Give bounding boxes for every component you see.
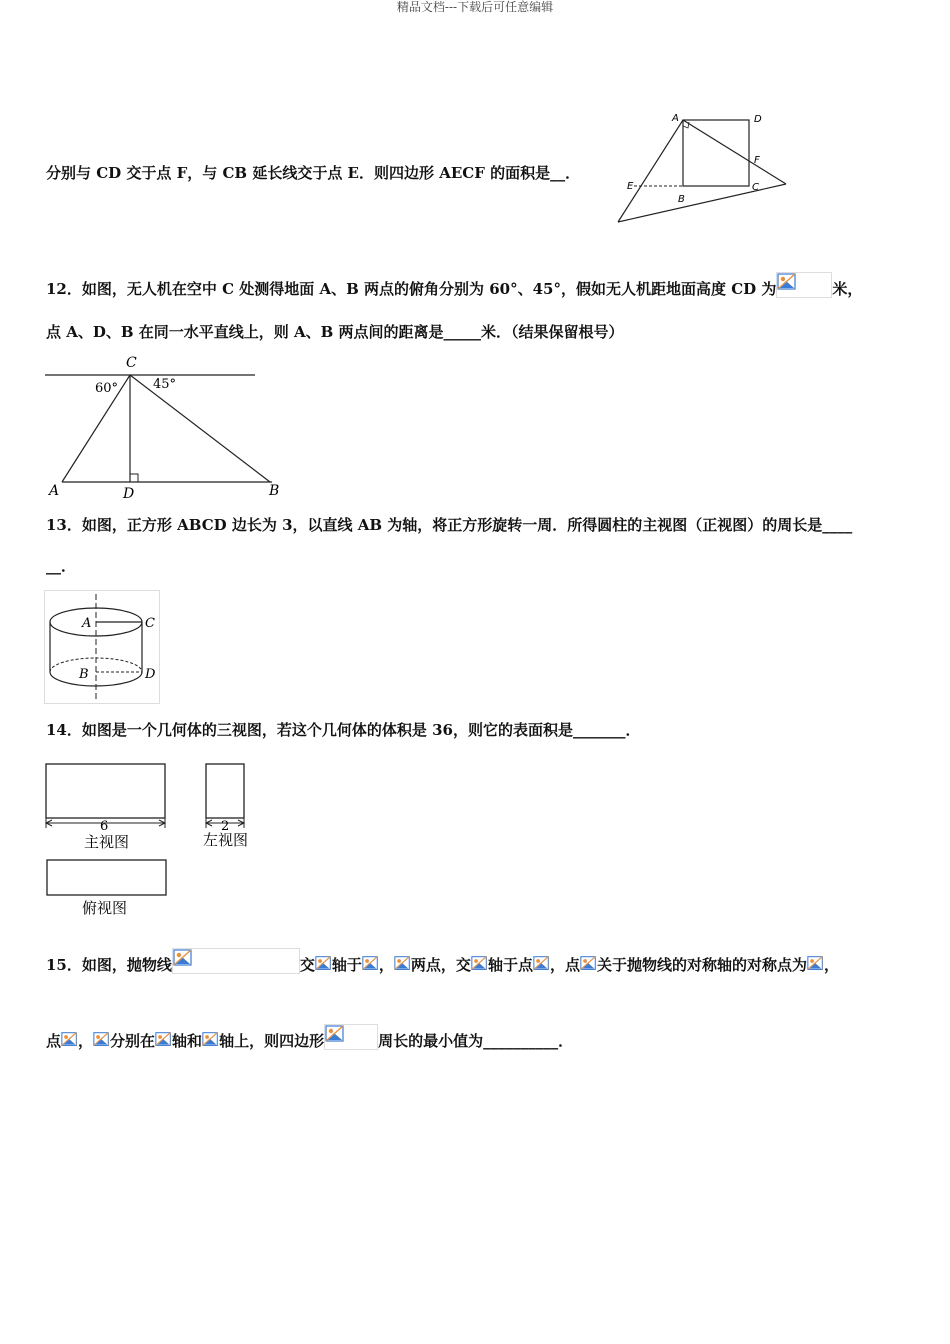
q13-label-b: B bbox=[79, 667, 89, 682]
q11-label-f: F bbox=[754, 155, 760, 166]
q14-dim-6: 6 bbox=[100, 819, 109, 834]
q12-line1 bbox=[46, 272, 862, 299]
broken-formula-image bbox=[776, 272, 832, 298]
broken-image-icon bbox=[777, 273, 797, 291]
q13-label-d: D bbox=[145, 667, 156, 682]
q15-l1-1: 15．如图，抛物线 bbox=[46, 956, 172, 974]
q14-dim-2: 2 bbox=[221, 819, 230, 834]
q15-l1-7: ，点 bbox=[549, 956, 580, 974]
q13-line2: __． bbox=[46, 557, 77, 575]
broken-formula-image bbox=[324, 1024, 378, 1050]
broken-image-icon bbox=[315, 955, 332, 972]
q15-l2-3: 分别在 bbox=[110, 1032, 156, 1050]
q15-line2 bbox=[46, 1024, 573, 1051]
q15-l1-8: 关于抛物线的对称轴的对称点为 bbox=[596, 956, 807, 974]
q11-label-e: E bbox=[627, 181, 634, 192]
broken-image-icon bbox=[155, 1031, 172, 1048]
broken-image-icon bbox=[93, 1031, 110, 1048]
broken-image-icon bbox=[362, 955, 379, 972]
q14-top-view-label: 俯视图 bbox=[82, 899, 128, 917]
broken-image-icon bbox=[471, 955, 488, 972]
q11-label-c: C bbox=[752, 182, 759, 193]
q15-line1 bbox=[46, 948, 839, 975]
broken-formula-image bbox=[172, 948, 300, 974]
q11-text: 分别与 CD 交于点 F，与 CB 延长线交于点 E．则四边形 AECF 的面积是__． bbox=[46, 164, 581, 182]
q15-l1-6: 轴于点 bbox=[487, 956, 533, 974]
page-header: 精品文档---下载后可任意编辑 bbox=[396, 0, 554, 14]
q13-label-c: C bbox=[145, 616, 155, 631]
q14-left-view-label: 左视图 bbox=[203, 831, 249, 849]
q12-line2: 点 A、D、B 在同一水平直线上，则 A、B 两点间的距离是_____米．（结果保留根号） bbox=[46, 323, 624, 341]
q14-three-views-figure bbox=[40, 758, 260, 920]
q13-cylinder-figure bbox=[44, 590, 160, 704]
q13-label-a: A bbox=[82, 616, 92, 631]
q15-l1-3: 轴于 bbox=[331, 956, 362, 974]
broken-image-icon bbox=[533, 955, 550, 972]
q15-l2-4: 轴和 bbox=[172, 1032, 203, 1050]
broken-image-icon bbox=[173, 949, 193, 967]
q15-l1-2: 交 bbox=[299, 956, 315, 974]
q15-l1-4: ， bbox=[378, 956, 394, 974]
q12-label-a: A bbox=[49, 483, 60, 499]
q12-text-a: 12．如图，无人机在空中 C 处测得地面 A、B 两点的俯角分别为 60°、45°，假如无人机距地面高度 CD 为 bbox=[46, 280, 777, 298]
broken-image-icon bbox=[580, 955, 597, 972]
q11-label-a: A bbox=[672, 113, 679, 124]
q11-figure bbox=[612, 110, 792, 228]
q15-l1-5: 两点，交 bbox=[410, 956, 471, 974]
q12-text-b: 米， bbox=[832, 280, 863, 298]
q15-l2-1: 点 bbox=[46, 1032, 62, 1050]
q14-text: 14．如图是一个几何体的三视图，若这个几何体的体积是 36，则它的表面积是_______． bbox=[46, 721, 641, 739]
q15-l2-2: ， bbox=[78, 1032, 94, 1050]
broken-image-icon bbox=[394, 955, 411, 972]
q12-label-c: C bbox=[126, 355, 137, 371]
q15-l2-5: 轴上，则四边形 bbox=[219, 1032, 325, 1050]
broken-image-icon bbox=[807, 955, 824, 972]
q12-angle-60: 60° bbox=[95, 381, 119, 396]
q12-angle-45: 45° bbox=[153, 377, 177, 392]
broken-image-icon bbox=[325, 1025, 345, 1043]
q12-figure bbox=[40, 350, 280, 502]
broken-image-icon bbox=[61, 1031, 78, 1048]
q12-label-b: B bbox=[269, 483, 280, 499]
broken-image-icon bbox=[202, 1031, 219, 1048]
q11-label-d: D bbox=[754, 114, 762, 125]
q15-l1-9: ， bbox=[823, 956, 839, 974]
q11-label-b: B bbox=[678, 194, 685, 205]
q15-l2-6: 周长的最小值为__________． bbox=[378, 1032, 574, 1050]
q13-line1: 13．如图，正方形 ABCD 边长为 3，以直线 AB 为轴，将正方形旋转一周．所得圆柱的主视图（正视图）的周长是____ bbox=[46, 516, 853, 534]
q14-front-view-label: 主视图 bbox=[84, 833, 130, 851]
q12-label-d: D bbox=[123, 486, 135, 502]
